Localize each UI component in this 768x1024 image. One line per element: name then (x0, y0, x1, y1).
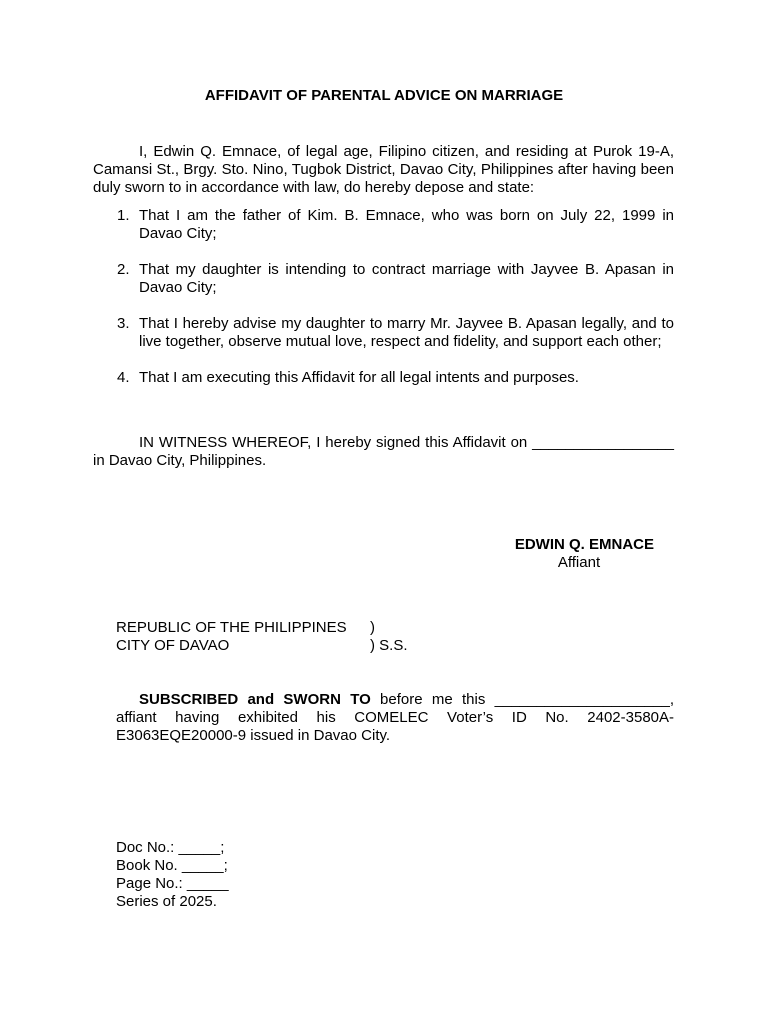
intro-paragraph: I, Edwin Q. Emnace, of legal age, Filipino citizen, and residing at Purok 19-A, Camansi St., Brgy. Sto. Nino, Tugbok District, Davao City, Philippines after having been duly sworn to in accordance with law, do hereby depose and state: (93, 143, 674, 196)
list-item (93, 261, 674, 297)
jurat-text: before me this _____________________, affiant having exhibited his COMELEC Voter’s ID No. 2402-3580A-E3063EQE20000-9 issued in Davao City. (116, 691, 674, 744)
list-item-text: That I hereby advise my daughter to marry Mr. Jayvee B. Apasan legally, and to live together, observe mutual love, respect and fidelity, and support each other; (139, 315, 674, 350)
venue-country: REPUBLIC OF THE PHILIPPINES (116, 619, 347, 636)
venue-block (116, 619, 436, 655)
affiant-name: EDWIN Q. EMNACE (514, 536, 654, 553)
list-item-text: That I am the father of Kim. B. Emnace, who was born on July 22, 1999 in Davao City; (139, 207, 674, 242)
list-item-number: 4. (117, 369, 130, 386)
list-item (93, 369, 674, 387)
page-number: Page No.: _____ (116, 875, 229, 892)
affiant-role: Affiant (557, 554, 601, 571)
doc-number: Doc No.: _____; (116, 839, 225, 856)
list-item (93, 315, 674, 351)
list-item (93, 207, 674, 243)
jurat-heading: SUBSCRIBED and SWORN TO (139, 691, 371, 708)
document-title: AFFIDAVIT OF PARENTAL ADVICE ON MARRIAGE (204, 87, 564, 104)
witness-paragraph: IN WITNESS WHEREOF, I hereby signed this Affidavit on _________________ in Davao City, Philippines. (93, 434, 674, 469)
venue-ss: ) S.S. (370, 637, 408, 654)
list-item-number: 3. (117, 315, 130, 332)
book-number: Book No. _____; (116, 857, 228, 874)
notarial-register (116, 839, 416, 911)
jurat-paragraph (116, 691, 674, 745)
list-item-number: 2. (117, 261, 130, 278)
series-year: Series of 2025. (116, 893, 217, 910)
venue-bracket: ) (370, 619, 375, 636)
list-item-text: That my daughter is intending to contract marriage with Jayvee B. Apasan in Davao City; (139, 261, 674, 296)
statement-list (93, 207, 674, 405)
venue-city: CITY OF DAVAO (116, 637, 230, 654)
list-item-number: 1. (117, 207, 130, 224)
list-item-text: That I am executing this Affidavit for all legal intents and purposes. (139, 369, 579, 386)
